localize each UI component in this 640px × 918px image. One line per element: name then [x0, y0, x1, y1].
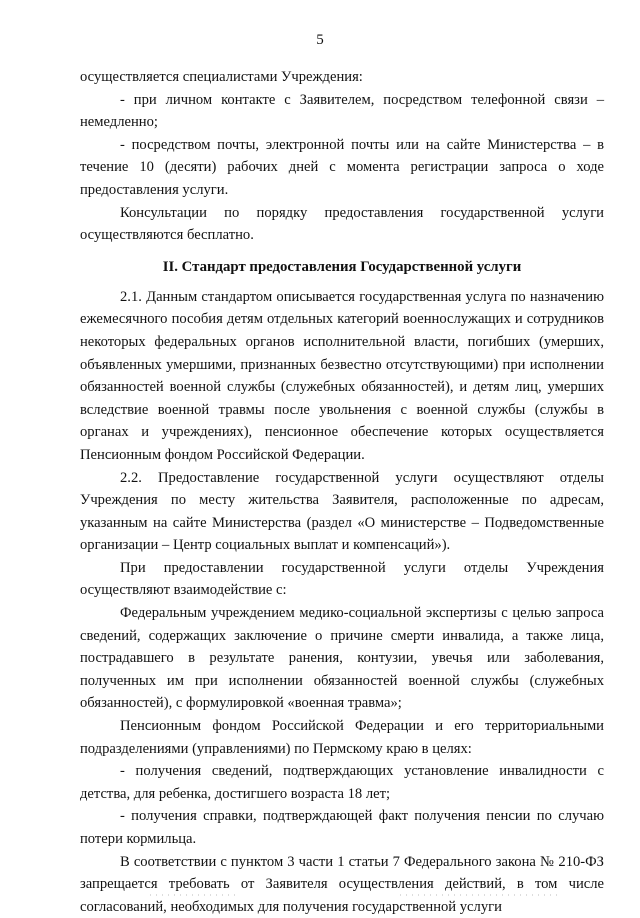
paragraph: Консультации по порядку предоставления государственной услуги осуществляются бесплатно.: [80, 204, 604, 244]
paragraph-2-2: 2.2. Предоставление государственной услуги осуществляют отделы Учреждения по месту жительства Заявителя, расположенные по адресам, указанным на сайте Министерства (раздел «О министерстве – Подведомственные организации – Центр социальных выплат и компенсаций»).: [80, 469, 604, 554]
paragraph: Пенсионным фондом Российской Федерации и его территориальными подразделениями (управлениями) по Пермскому краю в целях:: [80, 718, 604, 757]
scan-edge-marks: [0, 893, 640, 897]
paragraph: Федеральным учреждением медико-социальной экспертизы с целью запроса сведений, содержащих заключение о причине смерти инвалида, а также лица, пострадавшего в результате ранения, контузии, увечья или заболевания, полученных им при исполнении обязанностей военной службы (служебных обязанностей), с формулировкой «военная травма»;: [80, 605, 604, 712]
paragraph: При предоставлении государственной услуги отделы Учреждения осуществляют взаимодействие с:: [80, 559, 604, 599]
document-body: [80, 66, 604, 918]
page-number: 5: [316, 32, 324, 48]
paragraph-2-1: 2.1. Данным стандартом описывается государственная услуга по назначению ежемесячного пособия детям отдельных категорий военнослужащих и сотрудников некоторых федеральных органов исполнительной власти, погибших (умерших, объявленных умершими, признанных безвестно отсутствующими) при исполнении обязанностей военной службы (служебных обязанностей), и детям лиц, умерших вследствие военной травмы после увольнения с военной службы (службы в органах и учреждениях), пенсионное обеспечение которых осуществляется Пенсионным фондом Российской Федерации.: [80, 288, 604, 463]
list-item: - при личном контакте с Заявителем, посредством телефонной связи – немедленно;: [80, 91, 604, 131]
list-item: - получения сведений, подтверждающих установление инвалидности с детства, для ребенка, достигшего возраста 18 лет;: [80, 763, 604, 802]
paragraph: В соответствии с пунктом 3 части 1 статьи 7 Федерального закона № 210-ФЗ запрещается требовать от Заявителя осуществления действий, в том числе согласований, необходимых для получения государственной услуги: [80, 853, 604, 915]
list-item: - посредством почты, электронной почты или на сайте Министерства – в течение 10 (десяти) рабочих дней с момента регистрации запроса о ходе предоставления услуги.: [80, 136, 604, 198]
list-item: - получения справки, подтверждающей факт получения пенсии по случаю потери кормильца.: [80, 808, 604, 847]
section-heading: II. Стандарт предоставления Государственной услуги: [162, 258, 522, 275]
paragraph: осуществляется специалистами Учреждения:: [80, 69, 363, 85]
